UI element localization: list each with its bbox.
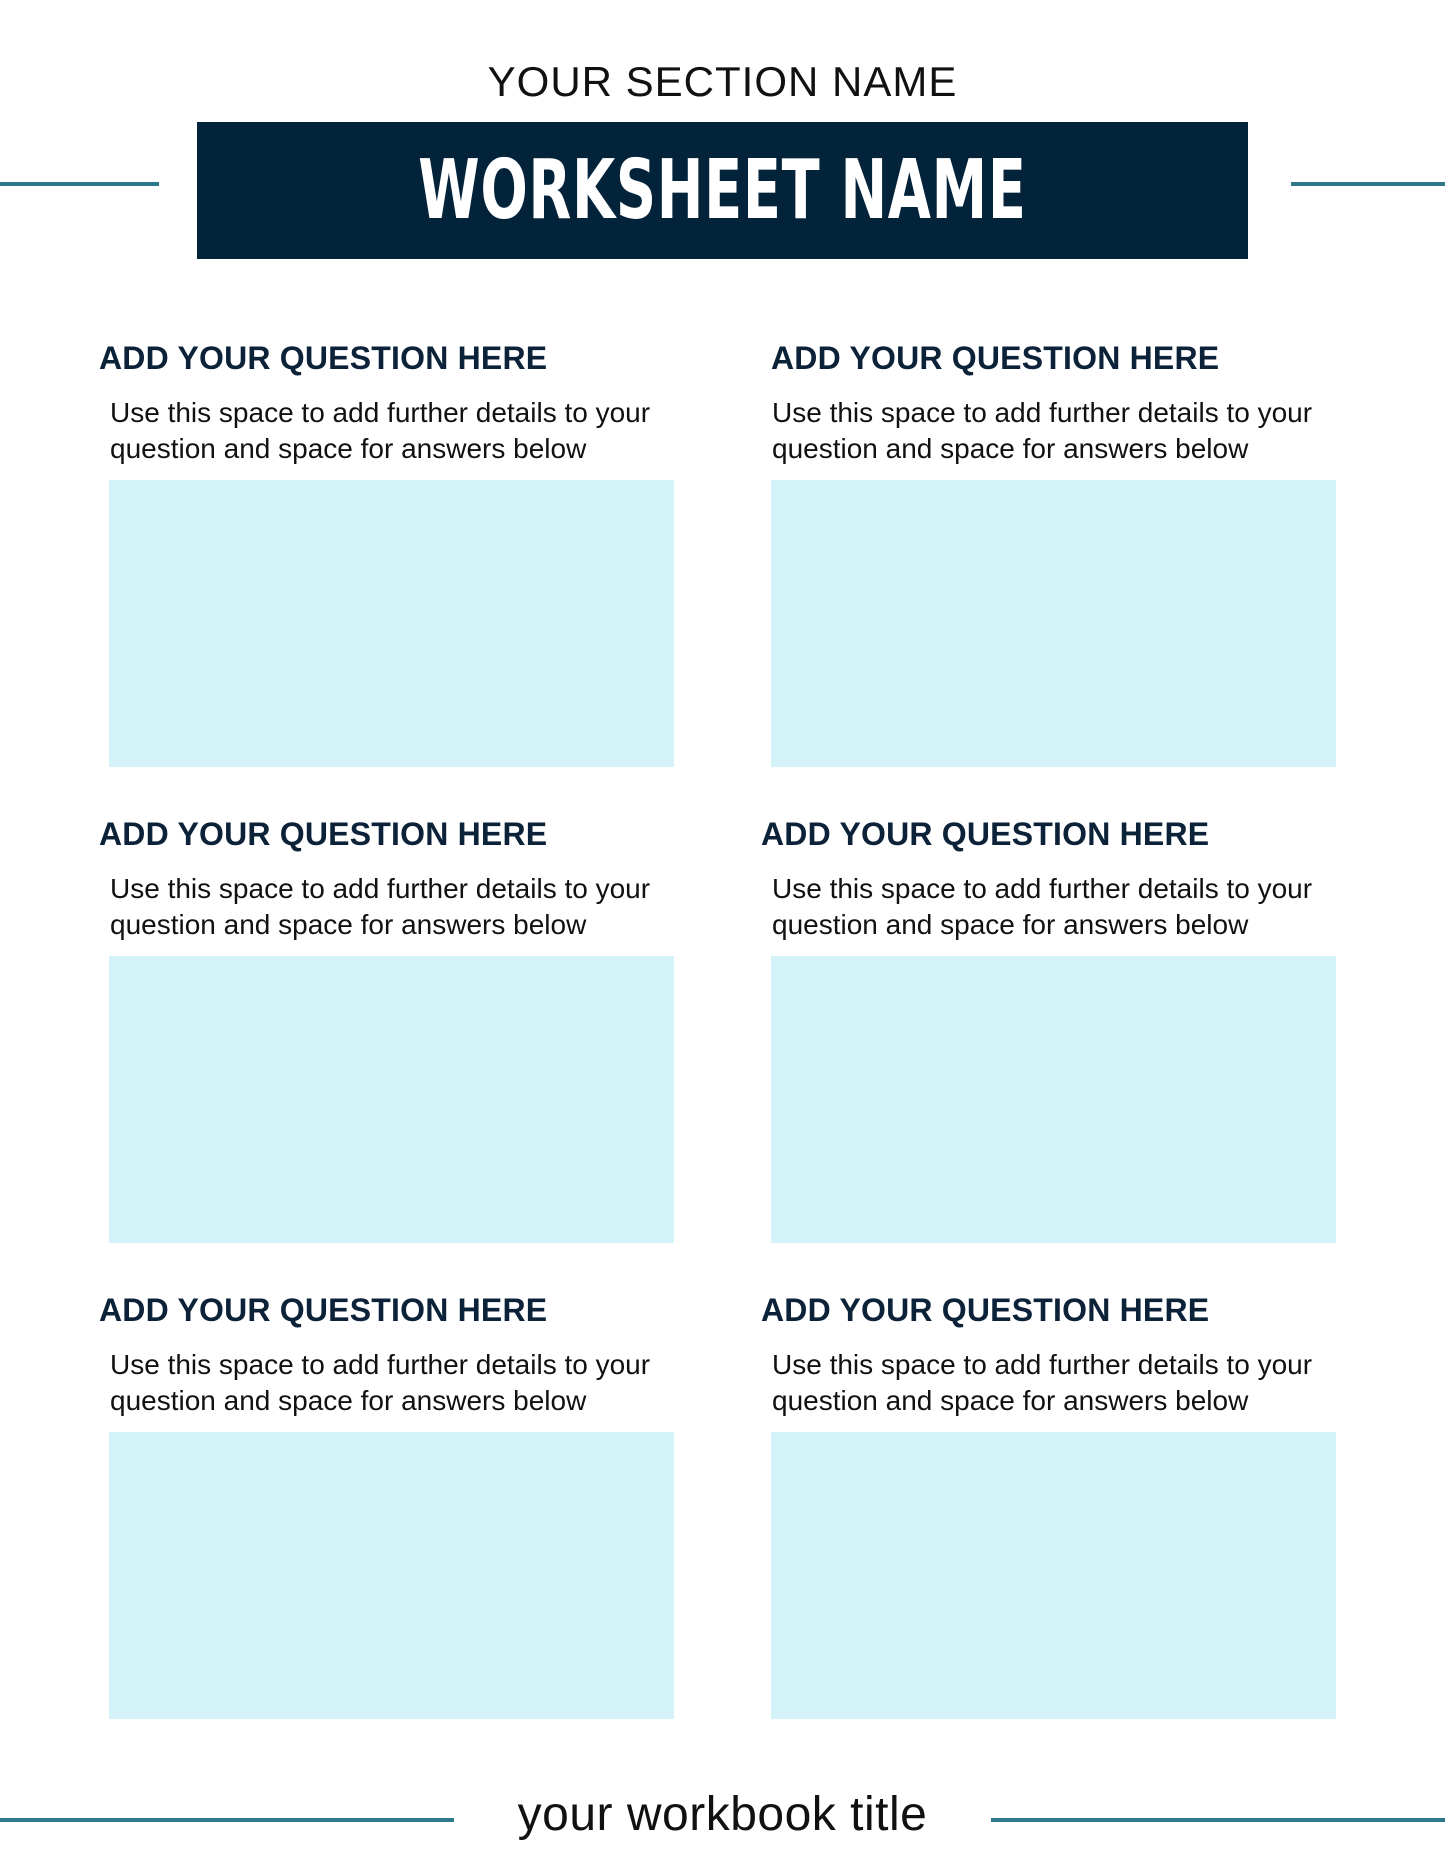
worksheet-title-banner	[197, 122, 1248, 259]
section-name: YOUR SECTION NAME	[487, 58, 958, 105]
question-detail	[110, 871, 710, 943]
question-detail-line: Use this space to add further details to your	[110, 397, 651, 428]
question-title: ADD YOUR QUESTION HERE	[99, 340, 548, 376]
question-detail-line: question and space for answers below	[110, 909, 587, 940]
question-detail	[110, 395, 710, 467]
question-detail	[110, 1347, 710, 1419]
question-detail-line: question and space for answers below	[110, 433, 587, 464]
answer-box[interactable]	[771, 480, 1336, 767]
question-title: ADD YOUR QUESTION HERE	[99, 816, 548, 852]
question-detail-line: Use this space to add further details to your	[772, 397, 1313, 428]
question-title: ADD YOUR QUESTION HERE	[761, 816, 1210, 852]
question-detail-line: Use this space to add further details to your	[110, 1349, 651, 1380]
question-title: ADD YOUR QUESTION HERE	[99, 1292, 548, 1328]
workbook-title: your workbook title	[517, 1788, 928, 1841]
worksheet-title: WORKSHEET NAME	[418, 143, 1027, 238]
header-rule-right	[1291, 182, 1445, 186]
question-title: ADD YOUR QUESTION HERE	[761, 1292, 1210, 1328]
question-title: ADD YOUR QUESTION HERE	[771, 340, 1220, 376]
question-detail-line: question and space for answers below	[772, 1385, 1249, 1416]
answer-box[interactable]	[771, 956, 1336, 1243]
answer-box[interactable]	[109, 956, 674, 1243]
answer-box[interactable]	[771, 1432, 1336, 1719]
header-rule-left	[0, 182, 159, 186]
question-detail	[772, 871, 1372, 943]
question-detail-line: Use this space to add further details to your	[110, 873, 651, 904]
question-detail	[772, 1347, 1372, 1419]
question-detail-line: Use this space to add further details to your	[772, 873, 1313, 904]
question-detail-line: question and space for answers below	[110, 1385, 587, 1416]
answer-box[interactable]	[109, 1432, 674, 1719]
question-detail-line: question and space for answers below	[772, 433, 1249, 464]
question-detail-line: Use this space to add further details to your	[772, 1349, 1313, 1380]
answer-box[interactable]	[109, 480, 674, 767]
question-detail	[772, 395, 1372, 467]
question-detail-line: question and space for answers below	[772, 909, 1249, 940]
